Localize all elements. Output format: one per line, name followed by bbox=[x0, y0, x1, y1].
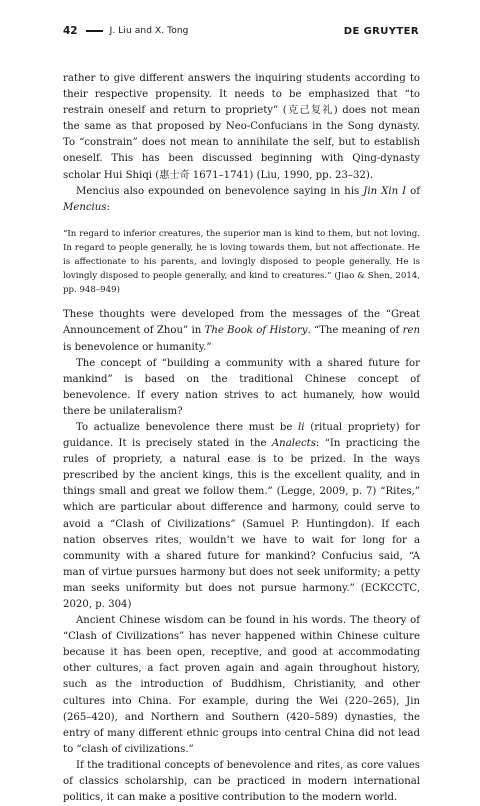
paragraph-7: If the traditional concepts of benevolence and rites, as core values of classics scholarship, can be practiced in modern international politics, it can make a positive contribution to the modern world. bbox=[63, 759, 420, 804]
paragraph-2: Mencius also expounded on benevolence saying in his Jin Xin I of Mencius: bbox=[63, 185, 420, 213]
paragraph-4: The concept of “building a community with a shared future for mankind” is based on the traditional Chinese concept of benevolence. If every nation strives to act humanely, how would there be unilateralism? bbox=[63, 357, 420, 417]
block-quote: “In regard to inferior creatures, the superior man is kind to them, but not loving. In regard to people generally, he is loving towards them, but not affectionate. He is affectionate to his parents, and lovingly disposed to people generally. He is lovingly disposed to people generally, and kind to creatures.” (Jiao & Shen, 2014, pp. 948–949) bbox=[63, 228, 420, 296]
paragraph-6: Ancient Chinese wisdom can be found in his words. The theory of “Clash of Civilizations” has never happened within Chinese culture because it has been open, receptive, and good at accommodating other cultures, a fact proven again and again throughout history, such as the introduction of Buddhism, Christianity, and other cultures into China. For example, during the Wei (220–265), Jin (265–420), and Northern and Southern (420–589) dynasties, the entry of many different ethnic groups into central China did not lead to “clash of civilizations.” bbox=[63, 615, 420, 755]
page-number: 42 bbox=[63, 25, 78, 37]
paragraph-3: These thoughts were developed from the messages of the “Great Announcement of Zhou” in The Book of History. “The meaning of ren is benevolence or humanity.” bbox=[63, 309, 420, 353]
body-text bbox=[63, 71, 420, 806]
paragraph-5: To actualize benevolence there must be li (ritual propriety) for guidance. It is precisely stated in the Analects: “In practicing the rules of propriety, a natural ease is to be prized. In the ways prescribed by the ancient kings, this is the excellent quality, and in things small and great we follow them.” (Legge, 2009, p. 7) “Rites,” which are particular about difference and harmony, could serve to avoid a “Clash of Civilizations” (Samuel P. Huntingdon). If each nation observes rites, wouldn’t we have to wait for long for a community with a shared future for mankind? Confucius said, “A man of virtue pursues harmony but does not seek uniformity; a petty man seeks uniformity but does not pursue harmony.” (ECKCCTC, 2020, p. 304) bbox=[63, 421, 420, 610]
paragraph-1: rather to give different answers the inquiring students according to their respective propensity. It needs to be emphasized that “to restrain oneself and return to propriety” (克己复礼) does not mean the same as that proposed by Neo-Confucians in the Song dynasty. To “constrain” does not mean to annihilate the self, but to establish oneself. This has been discussed beginning with Qing-dynasty scholar Hui Shiqi (惠士奇 1671–1741) (Liu, 1990, pp. 23–32). bbox=[63, 73, 420, 181]
running-header bbox=[63, 22, 419, 40]
header-authors: J. Liu and X. Tong bbox=[109, 26, 189, 36]
header-dash bbox=[86, 30, 103, 32]
publisher-logo: DE GRUYTER bbox=[343, 25, 419, 37]
